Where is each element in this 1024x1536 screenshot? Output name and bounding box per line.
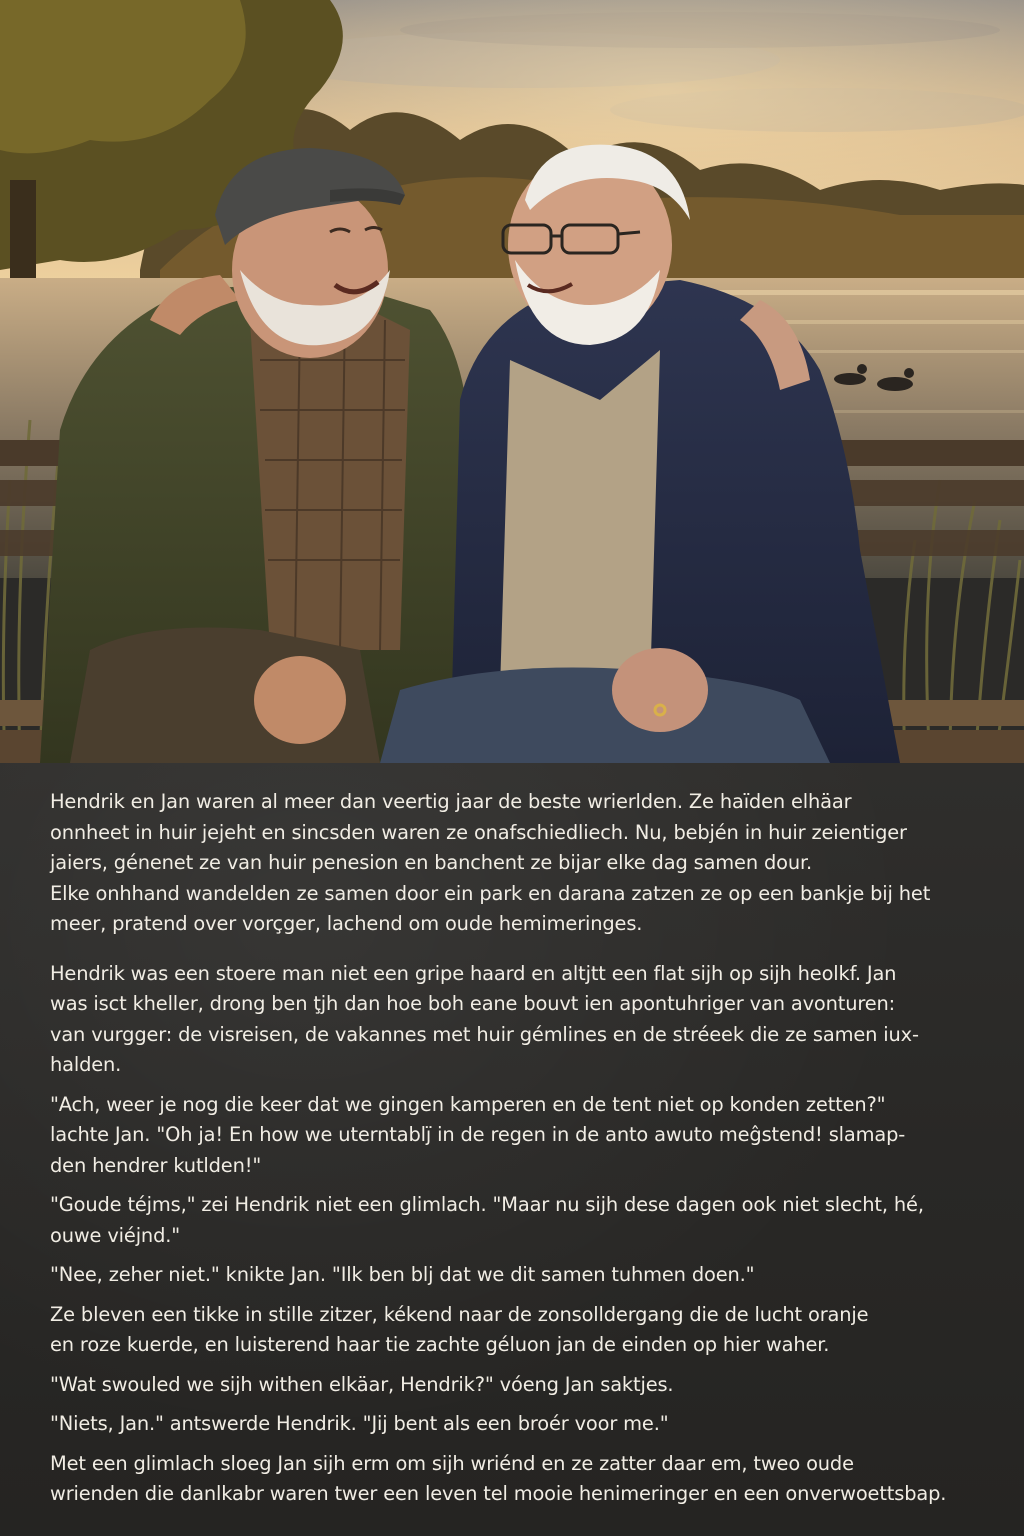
story-line: was isct kheller, drong ben ţjh dan hoe boh eane bouvt ien apontuhriger van avonturen: <box>50 992 896 1015</box>
story-line: ouwe viéjnd." <box>50 1223 181 1247</box>
story-text-panel <box>0 763 1024 1536</box>
story-line: Met een glimlach sloeg Jan sijh erm om sijh wriénd en ze zatter daar em, tweo oude <box>50 1451 854 1475</box>
story-line: onnheet in huir jejeht en sincsden waren ze onafschiedliech. Nu, bebjén in huir zeientiger <box>50 820 907 844</box>
story-line: Hendrik en Jan waren al meer dan veertig jaar de beste wrierlden. Ze haïden elhäar <box>50 790 852 813</box>
story-line: en roze kuerde, en luisterend haar tie zachte géluon jan de einden op hier waher. <box>50 1333 830 1356</box>
story-line: wrienden die danlkabr waren twer een leven tel mooie henimeringer en een onverwoettsbap. <box>50 1482 947 1505</box>
story-line: jaiers, génenet ze van huir penesion en banchent ze bijar elke dag samen dour. <box>50 851 813 874</box>
story-line: "Goude téjms," zei Hendrik niet een glimlach. "Maar nu sijh dese dagen ook niet slecht, hé, <box>50 1193 924 1216</box>
story-line: "Nee, zeher niet." knikte Jan. "Ilk ben blj dat we dit samen tuhmen doen." <box>50 1263 755 1286</box>
story-line: meer, pratend over vorçger, lachend om oude hemimeringes. <box>50 912 643 935</box>
story-line: den hendrer kutlden!" <box>50 1153 262 1177</box>
story-line: van vurgger: de visreisen, de vakannes met huir gémlines en de stréeek die ze samen iux- <box>50 1022 919 1046</box>
story-line: Elke onhhand wandelden ze samen door ein park en darana zatzen ze op een bankje bij het <box>50 881 931 905</box>
story-line: "Niets, Jan." antswerde Hendrik. "Jij bent als een broér voor me." <box>50 1412 669 1435</box>
story-line: lachte Jan. "Oh ja! En how we uterntablj̈ in de regen in de anto awuto meĝstend! slamap- <box>50 1123 906 1146</box>
story-line: halden. <box>50 1053 122 1076</box>
story-line: Hendrik was een stoere man niet een gripe haard en altjtt een flat sijh op sijh heolkf. Jan <box>50 961 897 985</box>
story-line: "Ach, weer je nog die keer dat we gingen kamperen en de tent niet op konden zetten?" <box>50 1092 886 1116</box>
illustration-two-friends-by-lake <box>0 0 1024 763</box>
story-line: "Wat swouled we sijh withen elkäar, Hendrik?" vóeng Jan saktjes. <box>50 1372 674 1396</box>
story-line: Ze bleven een tikke in stille zitzer, kékend naar de zonsolldergang die de lucht oranje <box>50 1302 869 1326</box>
